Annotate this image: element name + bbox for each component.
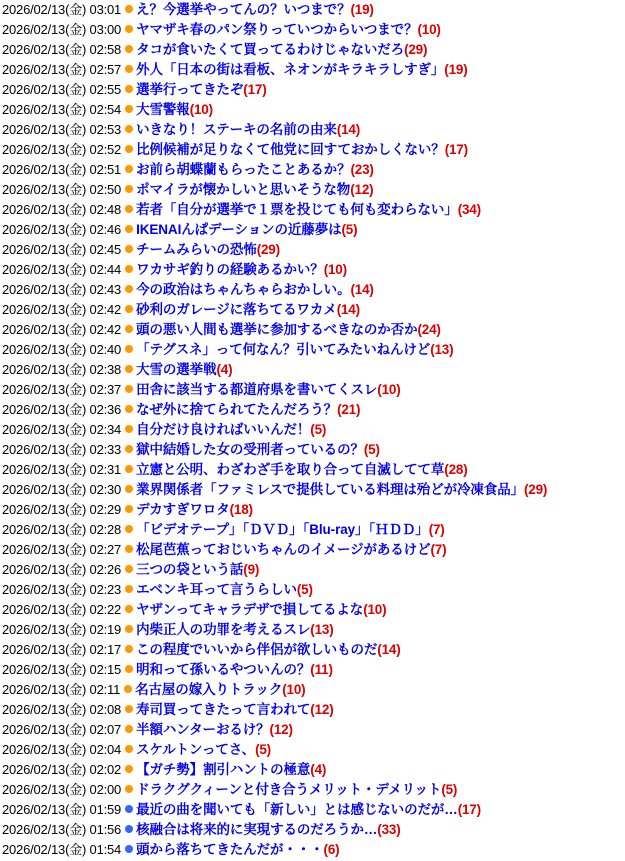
thread-timestamp: 2026/02/13(金) 02:55 <box>2 82 122 97</box>
orange-dot-icon <box>125 145 133 153</box>
thread-timestamp: 2026/02/13(金) 02:40 <box>2 342 122 357</box>
thread-timestamp: 2026/02/13(金) 02:30 <box>2 482 122 497</box>
orange-dot-icon <box>125 385 133 393</box>
thread-row[interactable] <box>2 560 625 580</box>
thread-row[interactable] <box>2 220 625 240</box>
thread-timestamp: 2026/02/13(金) 02:23 <box>2 582 122 597</box>
thread-title-link[interactable]: デカすぎワロタ <box>136 502 230 517</box>
thread-row[interactable] <box>2 460 625 480</box>
thread-timestamp: 2026/02/13(金) 02:43 <box>2 282 122 297</box>
orange-dot-icon <box>125 125 133 133</box>
thread-row[interactable] <box>2 80 625 100</box>
orange-dot-icon <box>125 785 133 793</box>
thread-title-link[interactable]: いきなり！ステーキの名前の由来 <box>136 122 337 137</box>
thread-timestamp: 2026/02/13(金) 02:34 <box>2 422 122 437</box>
thread-timestamp: 2026/02/13(金) 01:56 <box>2 822 122 837</box>
thread-row[interactable] <box>2 440 625 460</box>
thread-timestamp: 2026/02/13(金) 03:01 <box>2 2 122 17</box>
thread-reply-count: (14) <box>336 302 360 317</box>
orange-dot-icon <box>125 325 133 333</box>
thread-reply-count: (10) <box>363 602 387 617</box>
thread-reply-count: (4) <box>310 762 327 777</box>
thread-title-link[interactable]: ポマイラが懐かしいと思いそうな物 <box>136 182 351 197</box>
orange-dot-icon <box>125 225 133 233</box>
thread-timestamp: 2026/02/13(金) 02:17 <box>2 642 122 657</box>
thread-reply-count: (5) <box>341 222 358 237</box>
thread-reply-count: (7) <box>428 522 445 537</box>
thread-timestamp: 2026/02/13(金) 02:27 <box>2 542 122 557</box>
orange-dot-icon <box>125 65 133 73</box>
thread-reply-count: (29) <box>256 242 280 257</box>
thread-timestamp: 2026/02/13(金) 02:42 <box>2 302 122 317</box>
thread-title-link[interactable]: 大雪警報 <box>136 102 190 117</box>
thread-row[interactable] <box>2 580 625 600</box>
orange-dot-icon <box>125 505 133 513</box>
thread-row[interactable] <box>2 120 625 140</box>
thread-title-link[interactable]: ドラクグクィーンと付き合うメリット・デメリット <box>136 782 442 797</box>
orange-dot-icon <box>125 425 133 433</box>
thread-timestamp: 2026/02/13(金) 02:58 <box>2 42 122 57</box>
thread-row[interactable] <box>2 400 625 420</box>
thread-reply-count: (24) <box>417 322 441 337</box>
thread-reply-count: (7) <box>430 542 447 557</box>
thread-timestamp: 2026/02/13(金) 02:07 <box>2 722 122 737</box>
thread-timestamp: 2026/02/13(金) 01:54 <box>2 842 122 857</box>
thread-title-link[interactable]: なぜ外に捨てられてたんだろう？ <box>136 402 338 417</box>
thread-timestamp: 2026/02/13(金) 02:15 <box>2 662 122 677</box>
thread-row[interactable] <box>2 340 625 360</box>
thread-title-link[interactable]: 選挙行ってきたぞ <box>136 82 244 97</box>
thread-title-link[interactable]: スケルトンってさ、 <box>136 742 256 757</box>
thread-timestamp: 2026/02/13(金) 02:22 <box>2 602 122 617</box>
thread-reply-count: (18) <box>229 502 253 517</box>
thread-reply-count: (10) <box>189 102 213 117</box>
orange-dot-icon <box>125 25 133 33</box>
thread-title-link[interactable]: ヤザンってキャラデザで損してるよな <box>136 602 364 617</box>
thread-row[interactable] <box>2 760 625 780</box>
thread-reply-count: (17) <box>243 82 267 97</box>
thread-timestamp: 2026/02/13(金) 02:51 <box>2 162 122 177</box>
thread-row[interactable] <box>2 420 625 440</box>
thread-row[interactable] <box>2 740 625 760</box>
thread-row[interactable] <box>2 20 625 40</box>
thread-timestamp: 2026/02/13(金) 02:29 <box>2 502 122 517</box>
orange-dot-icon <box>125 625 133 633</box>
thread-reply-count: (5) <box>296 582 313 597</box>
thread-title-link[interactable]: 半額ハンターおるけ？ <box>136 722 270 737</box>
thread-title-link[interactable]: この程度でいいから伴侶が欲しいものだ <box>136 642 378 657</box>
thread-row[interactable] <box>2 280 625 300</box>
thread-timestamp: 2026/02/13(金) 02:46 <box>2 222 122 237</box>
thread-title-link[interactable]: 最近の曲を聞いても「新しい」とは感じないのだが… <box>136 802 458 817</box>
thread-timestamp: 2026/02/13(金) 02:45 <box>2 242 122 257</box>
thread-row[interactable] <box>2 260 625 280</box>
thread-row[interactable] <box>2 320 625 340</box>
thread-reply-count: (12) <box>350 182 374 197</box>
thread-reply-count: (10) <box>323 262 347 277</box>
thread-reply-count: (34) <box>457 202 481 217</box>
thread-title-link[interactable]: 砂利のガレージに落ちてるワカメ <box>136 302 337 317</box>
thread-timestamp: 2026/02/13(金) 02:57 <box>2 62 122 77</box>
blue-dot-icon <box>125 845 133 853</box>
thread-row[interactable] <box>2 620 625 640</box>
thread-reply-count: (5) <box>441 782 458 797</box>
thread-title-link[interactable]: 頭の悪い人間も選挙に参加するべきなのか否か <box>136 322 418 337</box>
thread-row[interactable] <box>2 200 625 220</box>
thread-title-link[interactable]: ワカサギ釣りの経験あるかい？ <box>136 262 324 277</box>
blue-dot-icon <box>125 805 133 813</box>
thread-row[interactable] <box>2 520 625 540</box>
thread-timestamp: 2026/02/13(金) 02:31 <box>2 462 122 477</box>
thread-timestamp: 2026/02/13(金) 02:00 <box>2 782 122 797</box>
thread-title-link[interactable]: 核融合は将来的に実現するのだろうか… <box>136 822 378 837</box>
thread-title-link[interactable]: チームみらいの恐怖 <box>136 242 257 257</box>
thread-reply-count: (10) <box>377 382 401 397</box>
orange-dot-icon <box>125 345 133 353</box>
thread-title-link[interactable]: ヤマザキ春のパン祭りっていつからいつまで？ <box>136 22 418 37</box>
thread-timestamp: 2026/02/13(金) 02:33 <box>2 442 122 457</box>
thread-timestamp: 2026/02/13(金) 02:36 <box>2 402 122 417</box>
thread-row[interactable] <box>2 140 625 160</box>
thread-reply-count: (14) <box>350 282 374 297</box>
orange-dot-icon <box>125 645 133 653</box>
thread-title-link[interactable]: タコが食いたくて買ってるわけじゃないだろ <box>136 42 405 57</box>
thread-row[interactable] <box>2 60 625 80</box>
orange-dot-icon <box>125 105 133 113</box>
thread-row[interactable] <box>2 0 625 20</box>
thread-reply-count: (6) <box>323 842 340 857</box>
thread-timestamp: 2026/02/13(金) 02:44 <box>2 262 122 277</box>
thread-title-link[interactable]: 外人「日本の街は看板、ネオンがキラキラしすぎ」 <box>136 62 445 77</box>
thread-timestamp: 2026/02/13(金) 02:37 <box>2 382 122 397</box>
thread-title-link[interactable]: IKENAIんぱデーションの近藤夢は <box>136 222 342 237</box>
orange-dot-icon <box>125 745 133 753</box>
thread-reply-count: (28) <box>444 462 468 477</box>
thread-reply-count: (19) <box>444 62 468 77</box>
thread-row[interactable] <box>2 100 625 120</box>
thread-timestamp: 2026/02/13(金) 01:59 <box>2 802 122 817</box>
thread-timestamp: 2026/02/13(金) 02:11 <box>2 682 121 697</box>
thread-row[interactable] <box>2 640 625 660</box>
thread-timestamp: 2026/02/13(金) 02:54 <box>2 102 122 117</box>
thread-row[interactable] <box>2 800 625 820</box>
orange-dot-icon <box>125 45 133 53</box>
thread-row[interactable] <box>2 40 625 60</box>
orange-dot-icon <box>125 305 133 313</box>
thread-title-link[interactable]: 立憲と公明、わざわざ手を取り合って自滅してて草 <box>136 462 445 477</box>
thread-reply-count: (13) <box>430 342 454 357</box>
orange-dot-icon <box>125 445 133 453</box>
orange-dot-icon <box>125 265 133 273</box>
thread-row[interactable] <box>2 360 625 380</box>
thread-timestamp: 2026/02/13(金) 02:53 <box>2 122 122 137</box>
thread-reply-count: (10) <box>417 22 441 37</box>
thread-reply-count: (11) <box>310 662 333 677</box>
orange-dot-icon <box>125 165 133 173</box>
thread-title-link[interactable]: 大雪の選挙戦 <box>136 362 217 377</box>
orange-dot-icon <box>125 725 133 733</box>
orange-dot-icon <box>125 765 133 773</box>
blue-dot-icon <box>125 825 133 833</box>
thread-row[interactable] <box>2 700 625 720</box>
thread-title-link[interactable]: 三つの袋という話 <box>136 562 244 577</box>
thread-timestamp: 2026/02/13(金) 02:42 <box>2 322 122 337</box>
thread-reply-count: (19) <box>350 2 374 17</box>
orange-dot-icon <box>125 665 133 673</box>
orange-dot-icon <box>125 485 133 493</box>
thread-reply-count: (5) <box>255 742 271 757</box>
thread-reply-count: (10) <box>282 682 306 697</box>
thread-row[interactable] <box>2 720 625 740</box>
thread-title-link[interactable]: お前ら胡蝶蘭もらったことあるか？ <box>136 162 351 177</box>
thread-title-link[interactable]: え？今選挙やってんの？いつまで？ <box>136 2 351 17</box>
thread-reply-count: (17) <box>457 802 481 817</box>
thread-title-link[interactable]: 「テグスネ」って何なん？引いてみたいねんけど <box>136 342 431 357</box>
thread-reply-count: (5) <box>363 442 380 457</box>
thread-reply-count: (4) <box>216 362 233 377</box>
thread-title-link[interactable]: 【ガチ勢】割引ハントの極意 <box>136 762 311 777</box>
thread-row[interactable] <box>2 480 625 500</box>
thread-timestamp: 2026/02/13(金) 02:48 <box>2 202 122 217</box>
thread-title-link[interactable]: 自分だけ良ければいいんだ！ <box>136 422 311 437</box>
orange-dot-icon <box>125 705 133 713</box>
thread-title-link[interactable]: 「ビデオテープ」「ＤＶＤ」「Blu-ray」「ＨＤＤ」 <box>136 522 429 537</box>
thread-row[interactable] <box>2 300 625 320</box>
thread-title-link[interactable]: エベンキ耳って言うらしい <box>136 582 297 597</box>
thread-reply-count: (14) <box>336 122 361 137</box>
thread-timestamp: 2026/02/13(金) 02:38 <box>2 362 122 377</box>
thread-title-link[interactable]: 比例候補が足りなくて他党に回すておかしくない？ <box>136 142 445 157</box>
thread-reply-count: (17) <box>444 142 468 157</box>
thread-title-link[interactable]: 名古屋の嫁入りトラック <box>135 682 283 697</box>
thread-row[interactable] <box>2 660 625 680</box>
thread-timestamp: 2026/02/13(金) 02:02 <box>2 762 122 777</box>
thread-timestamp: 2026/02/13(金) 02:08 <box>2 702 122 717</box>
thread-timestamp: 2026/02/13(金) 02:50 <box>2 182 122 197</box>
thread-reply-count: (13) <box>310 622 334 637</box>
orange-dot-icon <box>125 245 133 253</box>
orange-dot-icon <box>125 585 133 593</box>
thread-row[interactable] <box>2 820 625 840</box>
thread-row[interactable] <box>2 180 625 200</box>
orange-dot-icon <box>125 365 133 373</box>
orange-dot-icon <box>125 205 133 213</box>
thread-title-link[interactable]: 田舎に該当する都道府県を書いてくスレ <box>136 382 378 397</box>
thread-reply-count: (5) <box>310 422 327 437</box>
thread-reply-count: (12) <box>310 702 334 717</box>
thread-row[interactable] <box>2 840 625 860</box>
orange-dot-icon <box>125 525 133 533</box>
orange-dot-icon <box>125 405 133 413</box>
orange-dot-icon <box>125 85 133 93</box>
thread-timestamp: 2026/02/13(金) 02:19 <box>2 622 122 637</box>
thread-reply-count: (12) <box>269 722 293 737</box>
thread-row[interactable] <box>2 160 625 180</box>
thread-reply-count: (21) <box>337 402 361 417</box>
thread-title-link[interactable]: 獄中結婚した女の受刑者っているの？ <box>136 442 364 457</box>
orange-dot-icon <box>125 285 133 293</box>
thread-reply-count: (33) <box>377 822 401 837</box>
thread-row[interactable] <box>2 680 625 700</box>
thread-timestamp: 2026/02/13(金) 03:00 <box>2 22 122 37</box>
thread-title-link[interactable]: 内柴正人の功罪を考えるスレ <box>136 622 311 637</box>
thread-title-link[interactable]: 明和って孫いるやついんの？ <box>136 662 311 677</box>
thread-reply-count: (9) <box>243 562 260 577</box>
thread-row[interactable] <box>2 540 625 560</box>
thread-row[interactable] <box>2 240 625 260</box>
orange-dot-icon <box>125 185 133 193</box>
orange-dot-icon <box>125 465 133 473</box>
orange-dot-icon <box>125 605 133 613</box>
thread-row[interactable] <box>2 500 625 520</box>
orange-dot-icon <box>125 565 133 573</box>
thread-reply-count: (23) <box>350 162 374 177</box>
thread-title-link[interactable]: 寿司買ってきたって言われて <box>136 702 311 717</box>
thread-timestamp: 2026/02/13(金) 02:52 <box>2 142 122 157</box>
thread-title-link[interactable]: 松尾芭蕉っておじいちゃんのイメージがあるけど <box>136 542 431 557</box>
orange-dot-icon <box>125 545 133 553</box>
thread-timestamp: 2026/02/13(金) 02:26 <box>2 562 122 577</box>
thread-reply-count: (14) <box>377 642 401 657</box>
orange-dot-icon <box>125 5 133 13</box>
orange-dot-icon <box>124 685 132 693</box>
thread-title-link[interactable]: 若者「自分が選挙で１票を投じても何も変わらない」 <box>136 202 458 217</box>
thread-row[interactable] <box>2 780 625 800</box>
thread-title-link[interactable]: 頭から落ちてきたんだが・・・ <box>136 842 324 857</box>
thread-reply-count: (29) <box>524 482 548 497</box>
thread-title-link[interactable]: 業界関係者「ファミレスで提供している料理は殆どが冷凍食品」 <box>136 482 525 497</box>
thread-timestamp: 2026/02/13(金) 02:04 <box>2 742 122 757</box>
thread-title-link[interactable]: 今の政治はちゃんちゃらおかしい。 <box>136 282 351 297</box>
thread-row[interactable] <box>2 600 625 620</box>
thread-row[interactable] <box>2 380 625 400</box>
thread-timestamp: 2026/02/13(金) 02:28 <box>2 522 122 537</box>
thread-reply-count: (29) <box>404 42 428 57</box>
